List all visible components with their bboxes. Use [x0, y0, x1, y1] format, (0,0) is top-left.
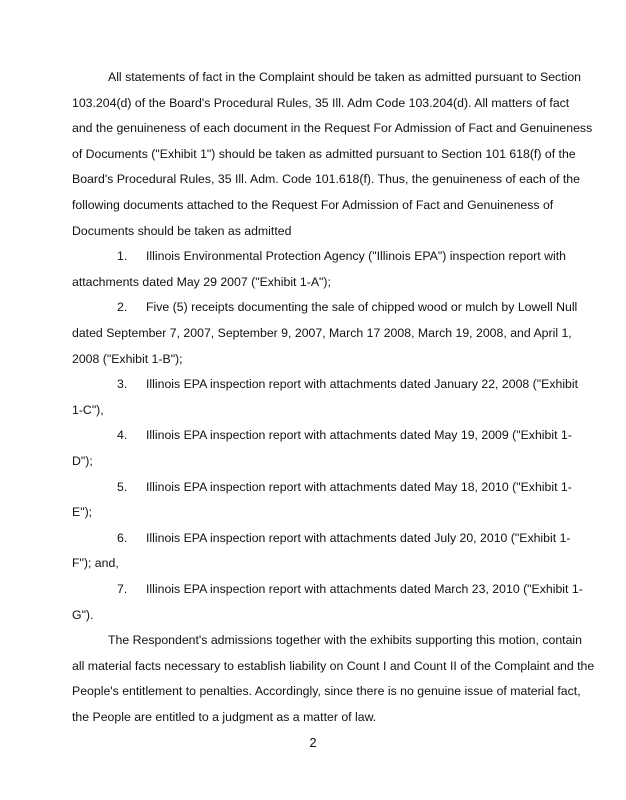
list-item-line: Illinois EPA inspection report with attachments dated January 22, 2008 ("Exhibit: [146, 377, 579, 392]
paragraph-1-line: following documents attached to the Request For Admission of Fact and Genuineness of: [72, 198, 554, 212]
list-item-number: 6.: [117, 530, 128, 545]
list-item-line: Illinois EPA inspection report with attachments dated May 18, 2010 ("Exhibit 1-: [146, 479, 572, 494]
list-item-line: G").: [72, 607, 94, 622]
list-item-line: Illinois EPA inspection report with attachments dated July 20, 2010 ("Exhibit 1-: [146, 530, 571, 545]
paragraph-2-line: all material facts necessary to establish liability on Count I and Count II of the Complaint and the: [72, 658, 595, 673]
list-item-line: attachments dated May 29 2007 ("Exhibit 1-A");: [72, 274, 331, 289]
list-item-number: 2.: [117, 300, 128, 315]
list-item-line: dated September 7, 2007, September 9, 2007, March 17 2008, March 19, 2008, and April 1,: [72, 326, 572, 340]
list-item-number: 1.: [117, 249, 128, 264]
paragraph-1-line: and the genuineness of each document in the Request For Admission of Fact and Genuineness: [72, 121, 593, 136]
list-item-line: Five (5) receipts documenting the sale of chipped wood or mulch by Lowell Null: [146, 300, 578, 315]
list-item-line: 2008 ("Exhibit 1-B");: [72, 351, 183, 366]
paragraph-2-line: the People are entitled to a judgment as a matter of law.: [72, 710, 377, 724]
list-item-line: E");: [72, 505, 93, 520]
list-item-number: 5.: [117, 479, 128, 494]
paragraph-1-line: of Documents ("Exhibit 1") should be taken as admitted pursuant to Section 101 618(f) of the: [72, 146, 576, 161]
paragraph-1-line: All statements of fact in the Complaint should be taken as admitted pursuant to Section: [108, 70, 582, 84]
list-item-line: Illinois Environmental Protection Agency ("Illinois EPA") inspection report with: [146, 249, 566, 264]
list-item-line: D");: [72, 454, 93, 468]
paragraph-2-line: The Respondent's admissions together with the exhibits supporting this motion, contain: [108, 633, 582, 648]
list-item-line: Illinois EPA inspection report with attachments dated May 19, 2009 ("Exhibit 1-: [146, 428, 572, 443]
list-item-line: F"); and,: [72, 556, 119, 571]
list-item-number: 4.: [117, 428, 128, 443]
paragraph-1-line: Documents should be taken as admitted: [72, 223, 292, 238]
paragraph-2-line: People's entitlement to penalties. Accordingly, since there is no genuine issue of material fact,: [72, 684, 581, 699]
list-item-line: 1-C"),: [72, 402, 104, 417]
list-item-line: Illinois EPA inspection report with attachments dated March 23, 2010 ("Exhibit 1-: [146, 582, 583, 596]
paragraph-1-line: Board's Procedural Rules, 35 Ill. Adm. Code 101.618(f). Thus, the genuineness of each of the: [72, 172, 580, 187]
paragraph-1-line: 103.204(d) of the Board's Procedural Rules, 35 Ill. Adm Code 103.204(d). All matters of fact: [72, 95, 570, 110]
list-item-number: 3.: [117, 377, 128, 392]
list-item-number: 7.: [117, 582, 128, 596]
page-number: 2: [309, 735, 317, 750]
